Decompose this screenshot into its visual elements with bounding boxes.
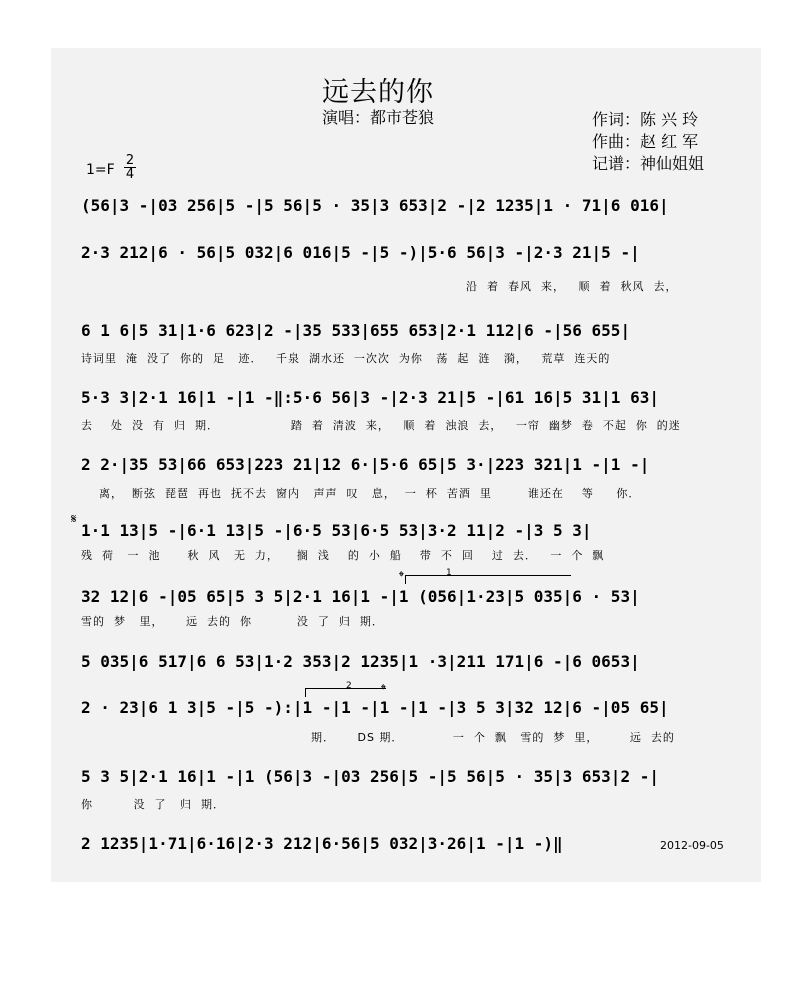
score-row-3: 6 1 6|5 31|1·6 623|2 -|35 533|655 653|2·1 112|6 -|56 655| <box>81 321 631 340</box>
score-row-10: 5 3 5|2·1 16|1 -|1 (56|3 -|03 256|5 -|5 56|5 · 35|3 653|2 -| <box>81 767 659 786</box>
lyric-line-2: 沿 着 春风 来， 顺 着 秋风 去， <box>466 280 678 293</box>
score-row-1: (56|3 -|03 256|5 -|5 56|5 · 35|3 653|2 -|2 1235|1 · 71|6 016| <box>81 196 669 215</box>
score-row-7: 32 12|6 -|05 65|5 3 5|2·1 16|1 -|1 (056|1·23|5 035|6 · 53| <box>81 587 640 606</box>
score-row-6: 1·1 13|5 -|6·1 13|5 -|6·5 53|6·5 53|3·2 11|2 -|3 5 3| <box>81 521 592 540</box>
score-row-8: 5 035|6 517|6 6 53|1·2 353|2 1235|1 ·3|211 171|6 -|6 0653| <box>81 652 640 671</box>
lyric-line-9: 期． DS 期． 一 个 飘 雪的 梦 里， 远 去的 <box>311 731 675 744</box>
score-row-5: 2 2·|35 53|66 653|223 21|12 6·|5·6 65|5 3·|223 321|1 -|1 -| <box>81 455 650 474</box>
lyric-line-10: 你 没 了 归 期． <box>81 798 225 811</box>
transcriber-credit: 记谱：神仙姐姐 <box>592 154 705 173</box>
meter-top: 2 <box>125 153 135 168</box>
composer-credit: 作曲：赵 红 军 <box>592 132 699 151</box>
time-signature <box>124 154 136 181</box>
transcription-date: 2012-09-05 <box>660 839 724 852</box>
key-signature: 1=F <box>86 162 115 178</box>
score-row-9: 2 · 23|6 1 3|5 -|5 -):|1 -|1 -|1 -|1 -|3 5 3|32 12|6 -|05 65| <box>81 698 669 717</box>
score-row-2: 2·3 212|6 · 56|5 032|6 016|5 -|5 -)|5·6 56|3 -|2·3 21|5 -| <box>81 243 640 262</box>
first-ending-bracket <box>405 568 571 584</box>
lyricist-credit: 作词：陈 兴 玲 <box>592 110 699 129</box>
lyric-line-7: 雪的 梦 里， 远 去的 你 没 了 归 期． <box>81 615 384 628</box>
segno-sign: 𝄋 <box>71 512 77 527</box>
score-row-11: 2 1235|1·71|6·16|2·3 212|6·56|5 032|3·26|1 -|1 -)‖ <box>81 834 563 853</box>
lyric-line-3: 诗词里 淹 没了 你的 足 迹． 千泉 湖水还 一次次 为你 荡 起 涟 漪， 荒草 连天的 <box>81 352 611 365</box>
second-ending-number: 2 <box>346 681 352 691</box>
first-ending-number: 1 <box>446 568 452 578</box>
coda-sign-1: 𝄌 <box>399 569 404 585</box>
second-ending-bracket <box>305 681 386 697</box>
lyric-line-5: 离， 断弦 琵琶 再也 抚不去 窗内 声声 叹 息， 一 杯 苦酒 里 谁还在 等 你． <box>99 487 641 500</box>
coda-sign-2: 𝄌 <box>381 682 386 698</box>
song-title: 远去的你 <box>322 77 434 108</box>
lyric-line-6: 残 荷 一 池 秋 风 无 力， 搁 浅 的 小 船 带 不 回 过 去． 一 个 飘 <box>81 549 605 562</box>
singer-credit: 演唱：都市苍狼 <box>322 108 435 127</box>
score-row-4: 5·3 3|2·1 16|1 -|1 -‖:5·6 56|3 -|2·3 21|5 -|61 16|5 31|1 63| <box>81 388 659 407</box>
lyric-line-4: 去 处 没 有 归 期． 踏 着 清波 来， 顺 着 浊浪 去， 一帘 幽梦 卷 不起 你 的迷 <box>81 419 681 432</box>
meter-bottom: 4 <box>125 167 135 182</box>
